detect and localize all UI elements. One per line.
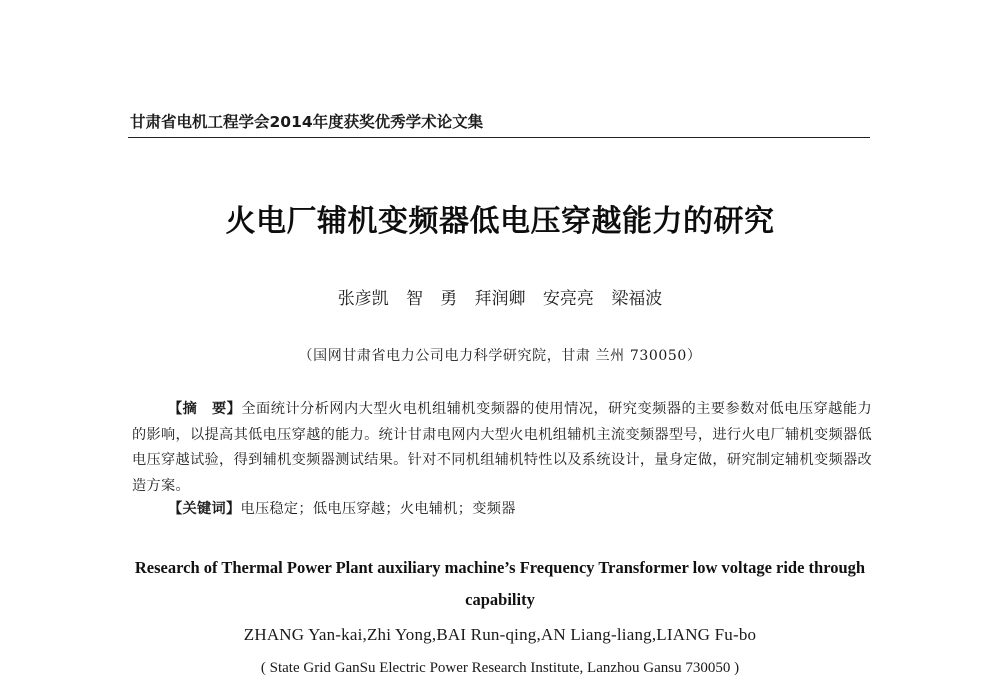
author-cn: 梁福波 — [611, 289, 663, 309]
author-cn: 张彦凯 — [337, 289, 389, 309]
abstract-label: 【摘 要】 — [168, 401, 242, 417]
english-affiliation: ( State Grid GanSu Electric Power Research Institute, Lanzhou Gansu 730050 ) — [260, 660, 740, 676]
keywords — [168, 498, 868, 518]
keywords-label: 【关键词】 — [168, 501, 241, 517]
running-header: 甘肃省电机工程学会2014年度获奖优秀学术论文集 — [130, 113, 484, 131]
author-cn: 智 勇 — [406, 289, 458, 309]
english-authors: ZHANG Yan-kai,Zhi Yong,BAI Run-qing,AN Liang-liang,LIANG Fu-bo — [243, 625, 757, 644]
keywords-text: 电压稳定；低电压穿越；火电辅机；变频器 — [240, 501, 516, 517]
abstract-text: 全面统计分析网内大型火电机组辅机变频器的使用情况，研究变频器的主要参数对低电压穿越能力的影响，以提高其低电压穿越的能力。统计甘肃电网内大型火电机组辅机主流变频器型号，进行火电厂辅机变频器低电压穿越试验，得到辅机变频器测试结果。针对不同机组辅机特性以及系统设计，量身定做，研究制定辅机变频器改造方案。 — [132, 401, 872, 494]
chinese-affiliation: （国网甘肃省电力公司电力科学研究院，甘肃 兰州 730050） — [298, 348, 702, 364]
chinese-title: 火电厂辅机变频器低电压穿越能力的研究 — [225, 204, 775, 239]
header-rule — [128, 137, 870, 138]
author-cn: 拜润卿 — [474, 289, 526, 309]
author-cn: 安亮亮 — [542, 289, 594, 309]
chinese-authors — [0, 284, 1000, 309]
abstract — [132, 397, 872, 499]
english-title: Research of Thermal Power Plant auxiliary machine’s Frequency Transformer low voltage ride through capability — [134, 558, 866, 609]
